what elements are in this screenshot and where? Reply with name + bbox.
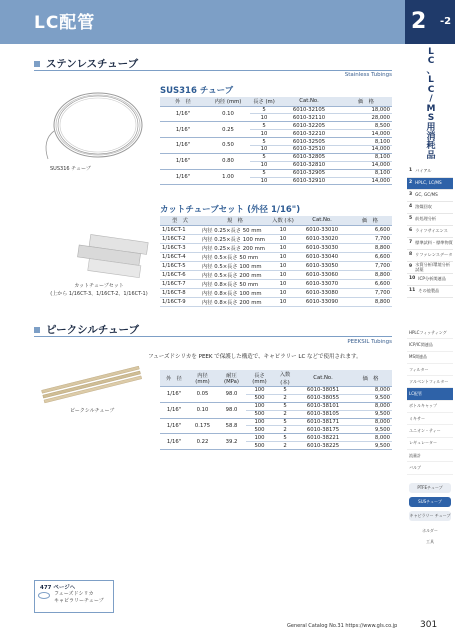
section-marker-icon	[34, 61, 40, 67]
table-row	[160, 261, 392, 270]
table-row	[160, 297, 392, 306]
cut-tube-caption	[44, 283, 154, 298]
catno-cell: 6010-38051	[297, 387, 349, 395]
table-row	[160, 153, 392, 161]
quantity-cell: 5	[273, 434, 297, 442]
length-cell: 10	[250, 130, 278, 138]
cut-tube-table	[160, 216, 392, 307]
price-cell: 7,700	[348, 261, 392, 270]
table-row	[160, 243, 392, 252]
length-cell: 5	[250, 138, 278, 146]
vertical-char: C	[427, 56, 435, 67]
spec-cell: 内径 0.8×長さ 50 mm	[200, 279, 270, 288]
outer-diameter-cell: 1/16"	[160, 122, 206, 138]
price-cell: 28,000	[340, 114, 392, 122]
length-cell: 5	[250, 122, 278, 130]
catno-cell: 6010-33080	[296, 288, 348, 297]
peeksil-table	[160, 370, 392, 450]
sidebar-chapter-item[interactable]	[407, 178, 453, 190]
length-cell: 100	[246, 402, 273, 410]
column-header: 内径 (mm)	[206, 97, 250, 106]
sidebar-subcategory-pill[interactable]: PTFEチューブ	[409, 483, 451, 493]
inner-diameter-cell: 0.10	[188, 402, 217, 418]
length-cell: 500	[246, 394, 273, 402]
sidebar-category-item[interactable]: レギュレーター	[407, 438, 453, 450]
catno-cell: 6010-32905	[278, 169, 340, 177]
sidebar-chapter-number: 11	[409, 288, 416, 294]
price-cell: 8,800	[348, 243, 392, 252]
sidebar-chapter-label: 前処理分析	[415, 216, 437, 222]
vertical-char: /	[429, 94, 433, 105]
spec-cell: 内径 0.5×長さ 200 mm	[200, 270, 270, 279]
sidebar-chapter-label: GC, GC/MS	[415, 192, 438, 198]
spec-cell: 内径 0.5×長さ 100 mm	[200, 261, 270, 270]
column-header: 外 径	[160, 370, 188, 387]
catno-cell: 6010-38105	[297, 410, 349, 418]
column-header: Cat.No.	[297, 370, 349, 387]
price-cell: 14,000	[340, 130, 392, 138]
price-cell: 8,800	[348, 270, 392, 279]
catno-cell: 6010-38101	[297, 402, 349, 410]
price-cell: 6,600	[348, 252, 392, 261]
length-cell: 100	[246, 418, 273, 426]
catno-cell: 6010-33070	[296, 279, 348, 288]
sidebar-chapter-item[interactable]	[407, 238, 453, 250]
table-row	[160, 138, 392, 146]
pressure-cell: 98.0	[217, 387, 246, 403]
sidebar-chapter-label: 標準試料・標準物質	[415, 240, 453, 246]
model-cell: 1/16CT-7	[160, 279, 200, 288]
outer-diameter-cell: 1/16"	[160, 106, 206, 122]
length-cell: 100	[246, 387, 273, 395]
quantity-cell: 5	[273, 418, 297, 426]
catno-cell: 6010-38225	[297, 442, 349, 450]
length-cell: 5	[250, 169, 278, 177]
table-row	[160, 252, 392, 261]
price-cell: 8,000	[349, 387, 392, 395]
section-subtitle-en: Stainless Tubings	[344, 72, 392, 78]
vertical-char: C	[427, 84, 435, 95]
price-cell: 7,700	[348, 234, 392, 243]
catno-cell: 6010-33090	[296, 297, 348, 306]
catno-cell: 6010-32505	[278, 138, 340, 146]
column-header: 長さ (mm)	[246, 370, 273, 387]
catno-cell: 6010-38171	[297, 418, 349, 426]
chapter-number: 2	[411, 9, 427, 34]
sidebar-chapter-number: 9	[409, 264, 413, 270]
quantity-cell: 10	[270, 243, 296, 252]
quantity-cell: 2	[273, 410, 297, 418]
peeksil-caption: ピークシルチューブ	[70, 408, 115, 414]
sidebar-chapter-number: 5	[409, 216, 413, 222]
price-cell: 8,000	[349, 418, 392, 426]
price-cell: 9,500	[349, 410, 392, 418]
vertical-char: 用	[426, 122, 436, 133]
price-cell: 14,000	[340, 145, 392, 153]
model-cell: 1/16CT-2	[160, 234, 200, 243]
spec-cell: 内径 0.8×長さ 200 mm	[200, 297, 270, 306]
catno-cell: 6010-32805	[278, 153, 340, 161]
vertical-char: 品	[426, 150, 436, 161]
price-cell: 7,700	[348, 288, 392, 297]
price-cell: 8,100	[340, 153, 392, 161]
vertical-char: L	[428, 47, 434, 57]
sidebar-chapter-number: 4	[409, 204, 413, 210]
price-cell: 9,500	[349, 426, 392, 434]
price-cell: 18,000	[340, 106, 392, 114]
price-cell: 8,800	[348, 297, 392, 306]
outer-diameter-cell: 1/16"	[160, 402, 188, 418]
category-index	[407, 327, 453, 547]
inner-diameter-cell: 0.175	[188, 418, 217, 434]
sidebar-chapter-label: 溶媒回収	[415, 204, 432, 210]
price-cell: 6,600	[348, 225, 392, 234]
sidebar-chapter-number: 1	[409, 168, 413, 174]
price-cell: 14,000	[340, 161, 392, 169]
catno-cell: 6010-33030	[296, 243, 348, 252]
footer-catalog: General Catalog No.31 https://www.gls.co.jp	[287, 623, 398, 629]
catno-cell: 6010-33020	[296, 234, 348, 243]
table-row	[160, 234, 392, 243]
reference-title[interactable]: 477 ページへ	[40, 585, 76, 591]
column-header: 価 格	[349, 370, 392, 387]
column-header: 入数 (本)	[273, 370, 297, 387]
table-row	[160, 225, 392, 234]
length-cell: 5	[250, 153, 278, 161]
chapter-vertical-title	[423, 48, 439, 161]
sidebar-chapter-item[interactable]	[407, 262, 453, 274]
inner-diameter-cell: 0.10	[206, 106, 250, 122]
column-header: 入数 (本)	[270, 216, 296, 225]
vertical-char: 消	[426, 131, 436, 142]
outer-diameter-cell: 1/16"	[160, 387, 188, 403]
catno-cell: 6010-32510	[278, 145, 340, 153]
sidebar-subcategory-pill[interactable]: SUSチューブ	[409, 497, 451, 507]
inner-diameter-cell: 1.00	[206, 169, 250, 185]
sidebar-category-item[interactable]: LC配管	[407, 388, 453, 400]
inner-diameter-cell: 0.22	[188, 434, 217, 450]
section-rule	[34, 70, 392, 71]
sidebar-chapter-item[interactable]	[407, 190, 453, 202]
sidebar-category-item[interactable]: HPLCフィッティング	[407, 327, 453, 339]
section-subtitle-en: PEEKSIL Tubings	[347, 339, 392, 345]
model-cell: 1/16CT-1	[160, 225, 200, 234]
spec-cell: 内径 0.25×長さ 100 mm	[200, 234, 270, 243]
catno-cell: 6010-32205	[278, 122, 340, 130]
quantity-cell: 10	[270, 234, 296, 243]
chapter-badge	[405, 0, 455, 44]
cut-tube-image	[48, 230, 152, 280]
section-stainless-heading	[34, 56, 138, 71]
stainless-coil-image	[40, 85, 150, 165]
outer-diameter-cell: 1/16"	[160, 138, 206, 154]
quantity-cell: 10	[270, 270, 296, 279]
sus316-table	[160, 97, 392, 185]
sidebar-subcategory-item[interactable]: 工具	[426, 538, 434, 544]
cut-tube-heading: カットチューブセット (外径 1/16")	[160, 205, 301, 215]
pressure-cell: 98.0	[217, 402, 246, 418]
spec-cell: 内径 0.5×長さ 50 mm	[200, 252, 270, 261]
price-cell: 8,500	[340, 122, 392, 130]
vertical-char: L	[428, 75, 434, 86]
model-cell: 1/16CT-3	[160, 243, 200, 252]
model-cell: 1/16CT-5	[160, 261, 200, 270]
table-row	[160, 387, 392, 395]
page-number: 301	[420, 620, 438, 630]
model-cell: 1/16CT-8	[160, 288, 200, 297]
length-cell: 10	[250, 145, 278, 153]
inner-diameter-cell: 0.25	[206, 122, 250, 138]
table-row	[160, 279, 392, 288]
sidebar-chapter-item[interactable]	[407, 286, 453, 298]
catno-cell: 6010-38175	[297, 426, 349, 434]
chapter-subnumber: -2	[440, 16, 452, 27]
vertical-char: 、	[426, 65, 436, 76]
catno-cell: 6010-32105	[278, 106, 340, 114]
catno-cell: 6010-38055	[297, 394, 349, 402]
sidebar-chapter-label: バイアル	[415, 168, 432, 174]
price-cell: 8,000	[349, 434, 392, 442]
section-title: ピークシルチューブ	[46, 324, 139, 336]
outer-diameter-cell: 1/16"	[160, 153, 206, 169]
price-cell: 8,100	[340, 138, 392, 146]
catno-cell: 6010-38221	[297, 434, 349, 442]
sidebar-subcategory-pill[interactable]: キャピラリー チューブ	[409, 511, 451, 521]
sidebar-chapter-label: HPLC, LC/MS	[415, 180, 442, 186]
section-peeksil-heading	[34, 322, 139, 337]
table-row	[160, 122, 392, 130]
catno-cell: 6010-33010	[296, 225, 348, 234]
table-row	[160, 402, 392, 410]
sidebar-chapter-number: 8	[409, 252, 413, 258]
peeksil-description: フューズドシリカを PEEK で保護した構造で、キャピラリー LC などで使用されます。	[148, 354, 362, 360]
sus316-heading: SUS316 チューブ	[160, 86, 234, 96]
length-cell: 100	[246, 434, 273, 442]
catno-cell: 6010-32110	[278, 114, 340, 122]
length-cell: 10	[250, 161, 278, 169]
column-header: Cat.No.	[296, 216, 348, 225]
sidebar-chapter-label: ライフサイエンス	[415, 228, 448, 234]
table-row	[160, 288, 392, 297]
section-marker-icon	[34, 327, 40, 333]
quantity-cell: 2	[273, 442, 297, 450]
inner-diameter-cell: 0.80	[206, 153, 250, 169]
quantity-cell: 10	[270, 288, 296, 297]
sidebar-chapter-item[interactable]	[407, 202, 453, 214]
reference-text	[54, 591, 104, 605]
table-row	[160, 434, 392, 442]
cut-tube-caption-line1: カットチューブセット	[74, 283, 124, 289]
pressure-cell: 58.8	[217, 418, 246, 434]
quantity-cell: 2	[273, 394, 297, 402]
quantity-cell: 5	[273, 387, 297, 395]
price-cell: 6,600	[348, 279, 392, 288]
sidebar-category-item[interactable]: ボトルキャップ	[407, 401, 453, 413]
cut-tube-caption-line2: (上から 1/16CT-3、1/16CT-2、1/16CT-1)	[50, 290, 148, 297]
catno-cell: 6010-32910	[278, 177, 340, 185]
table-row	[160, 418, 392, 426]
sidebar-chapter-item[interactable]	[407, 166, 453, 178]
column-header: 価 格	[340, 97, 392, 106]
catno-cell: 6010-33040	[296, 252, 348, 261]
column-header: 内径 (mm)	[188, 370, 217, 387]
spec-cell: 内径 0.8×長さ 100 mm	[200, 288, 270, 297]
outer-diameter-cell: 1/16"	[160, 434, 188, 450]
model-cell: 1/16CT-9	[160, 297, 200, 306]
sidebar-chapter-number: 6	[409, 228, 413, 234]
table-row	[160, 169, 392, 177]
quantity-cell: 10	[270, 252, 296, 261]
section-title: ステンレスチューブ	[46, 58, 139, 70]
length-cell: 5	[250, 106, 278, 114]
catno-cell: 6010-32210	[278, 130, 340, 138]
sidebar-category-item[interactable]: ICP/IC関連品	[407, 339, 453, 351]
price-cell: 14,000	[340, 177, 392, 185]
price-cell: 8,000	[349, 402, 392, 410]
length-cell: 10	[250, 177, 278, 185]
vertical-char: M	[426, 103, 436, 114]
reference-line2: キャピラリーチューブ	[54, 598, 104, 604]
model-cell: 1/16CT-6	[160, 270, 200, 279]
column-header: 長さ (m)	[250, 97, 278, 106]
sidebar-category-item[interactable]: フィルター	[407, 364, 453, 376]
peeksil-tube-image	[38, 358, 146, 414]
sidebar-category-item[interactable]: MS関連品	[407, 352, 453, 364]
sidebar-chapter-item[interactable]	[407, 214, 453, 226]
vertical-char: 耗	[426, 141, 436, 152]
length-cell: 500	[246, 426, 273, 434]
catno-cell: 6010-32810	[278, 161, 340, 169]
sidebar-chapter-label: その他製品	[418, 288, 440, 294]
column-header: 規 格	[200, 216, 270, 225]
stainless-coil-caption: SUS316 チューブ	[50, 166, 91, 172]
table-row	[160, 106, 392, 114]
spec-cell: 内径 0.25×長さ 50 mm	[200, 225, 270, 234]
sidebar-spacer	[407, 475, 453, 479]
length-cell: 500	[246, 410, 273, 418]
inner-diameter-cell: 0.50	[206, 138, 250, 154]
capillary-icon	[38, 592, 50, 599]
sidebar-chapter-label: リファレンスデータ	[415, 252, 453, 258]
chapter-index	[407, 166, 453, 298]
price-cell: 9,500	[349, 442, 392, 450]
sidebar-chapter-item[interactable]	[407, 274, 453, 286]
quantity-cell: 5	[273, 402, 297, 410]
outer-diameter-cell: 1/16"	[160, 418, 188, 434]
page-title: LC配管	[34, 13, 96, 33]
outer-diameter-cell: 1/16"	[160, 169, 206, 185]
column-header: Cat.No.	[278, 97, 340, 106]
length-cell: 500	[246, 442, 273, 450]
sidebar-subcategory-item[interactable]: ホルダー	[422, 527, 438, 533]
price-cell: 8,100	[340, 169, 392, 177]
length-cell: 10	[250, 114, 278, 122]
vertical-char: S	[427, 113, 435, 124]
table-row	[160, 270, 392, 279]
pressure-cell: 39.2	[217, 434, 246, 450]
sidebar-category-item[interactable]: ミキサー	[407, 413, 453, 425]
spec-cell: 内径 0.25×長さ 200 mm	[200, 243, 270, 252]
section-rule	[34, 336, 392, 337]
column-header: 耐圧 (MPa)	[217, 370, 246, 387]
sidebar-category-item[interactable]: ユニオン・ティー	[407, 425, 453, 437]
sidebar-chapter-label: ICP分析関連品	[418, 276, 446, 282]
sidebar-category-item[interactable]: 流量計	[407, 450, 453, 462]
sidebar-chapter-item[interactable]	[407, 226, 453, 238]
sidebar-chapter-number: 7	[409, 240, 413, 246]
quantity-cell: 10	[270, 279, 296, 288]
model-cell: 1/16CT-4	[160, 252, 200, 261]
sidebar-chapter-label: 水質分析/環境分析 試薬	[415, 262, 451, 272]
sidebar-chapter-item[interactable]	[407, 250, 453, 262]
sidebar-category-item[interactable]: バルブ	[407, 462, 453, 474]
reference-line1: フューズドシリカ	[54, 591, 94, 597]
sidebar-chapter-number: 2	[409, 180, 413, 186]
column-header: 価 格	[348, 216, 392, 225]
quantity-cell: 10	[270, 225, 296, 234]
sidebar-chapter-number: 3	[409, 192, 413, 198]
quantity-cell: 10	[270, 261, 296, 270]
sidebar-chapter-number: 10	[409, 276, 416, 282]
price-cell: 9,500	[349, 394, 392, 402]
sidebar-category-item[interactable]: ソルベントフィルター	[407, 376, 453, 388]
catno-cell: 6010-33060	[296, 270, 348, 279]
column-header: 外 径	[160, 97, 206, 106]
catno-cell: 6010-33050	[296, 261, 348, 270]
quantity-cell: 10	[270, 297, 296, 306]
inner-diameter-cell: 0.05	[188, 387, 217, 403]
quantity-cell: 2	[273, 426, 297, 434]
column-header: 型 式	[160, 216, 200, 225]
